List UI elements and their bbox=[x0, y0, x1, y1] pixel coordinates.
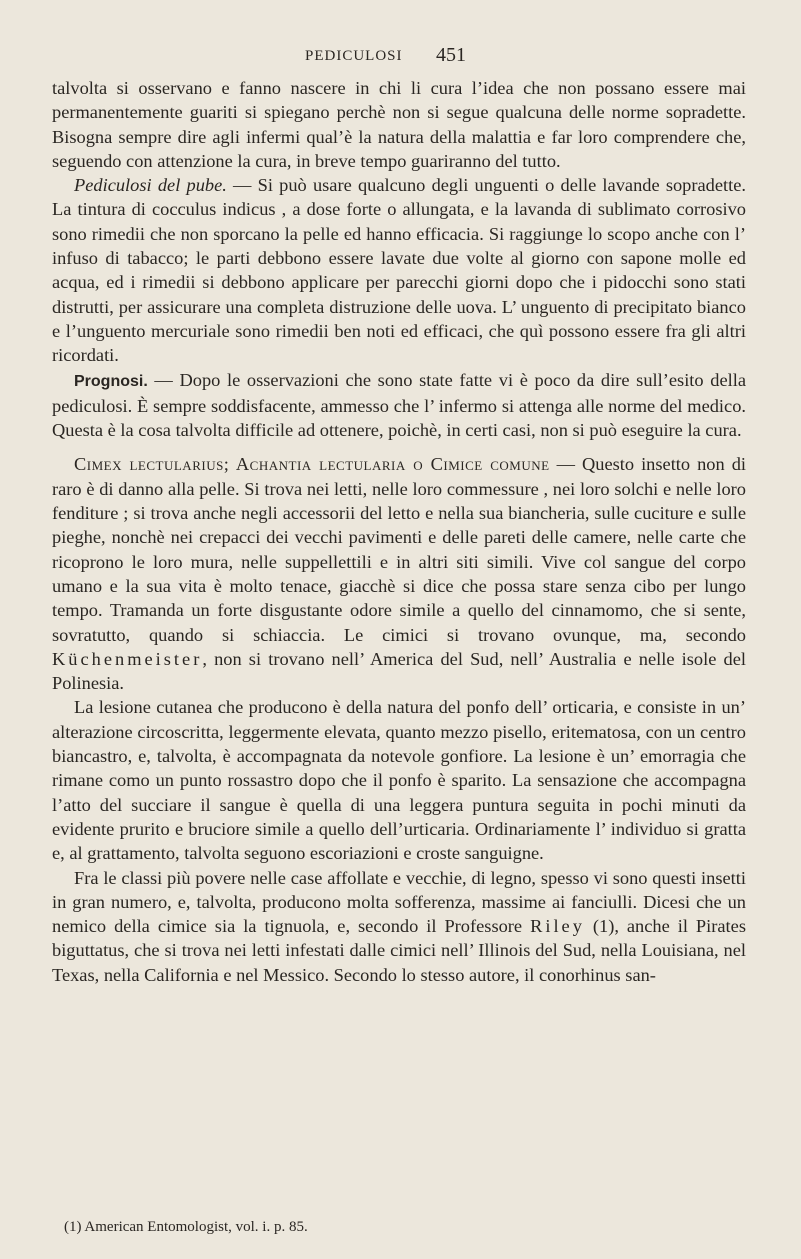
author-name: Küchenmeister bbox=[52, 648, 203, 669]
running-title: PEDICULOSI bbox=[305, 48, 403, 64]
paragraph-pediculosi-pube: Pediculosi del pube. — Si può usare qualcuno degli unguenti o delle lavande sopradette. La tintura di cocculus indicus , a dose forte o allungata, e la lavanda di sublimato corrosivo sono rimedii che non sporcano la pelle ed hanno efficacia. Si raggiunge lo scopo anche con l’ infuso di tabacco; le parti debbono essere lavate due volte al giorno con sapone molle ed acqua, ed i rimedii si debbono applicare per parecchi giorni dopo che i pidocchi sono stati distrutti, per assicurare una completa distruzione delle uova. L’ unguento di precipitato bianco e l’unguento mercuriale sono rimedii ben noti ed efficaci, che quì possono essere fra gli altri ricordati. bbox=[52, 175, 746, 366]
body-text bbox=[52, 76, 746, 987]
paragraph-cimex: Cimex lectularius; Achantia lectularia o Cimice comune — Questo insetto non di raro è di danno alla pelle. Si trova nei letti, nelle loro commessure , nei loro solchi e nelle loro fenditure ; si trova anche negli accessorii del letto e nella sua biancheria, sulle cuciture e sulle pieghe, nonchè nei crepacci dei vecchi pavimenti e delle pareti delle camere, nelle carte che ricoprono le loro mura, nelle suppellettili e in altri siti simili. Vive col sangue del corpo umano e la sua vita è molto tenace, giacchè si dice che possa stare senza cibo per lungo tempo. Tramanda un forte disgustante odore simile a quello del cinnamomo, che si sente, sovratutto, quando si schiaccia. Le cimici si trovano ovunque, ma, secondo Küchenmeister, non si trovano nell’ America del Sud, nell’ Australia e nelle isole del Polinesia. bbox=[52, 454, 746, 694]
section-heading: Prognosi. bbox=[74, 372, 148, 390]
footnote: (1) American Entomologist, vol. i. p. 85. bbox=[64, 1219, 308, 1235]
section-heading: Cimex lectularius; Achantia lectularia o Cimice comune bbox=[74, 454, 550, 475]
paragraph-prognosi: Prognosi. — Dopo le osservazioni che sono state fatte vi è poco da dire sull’esito della pediculosi. È sempre soddisfacente, ammesso che l’ infermo si attenga alle norme del medico. Questa è la cosa talvolta difficile ad ottenere, poichè, in certi casi, non si può eseguire la cura. bbox=[52, 369, 746, 441]
paragraph-lesione: La lesione cutanea che producono è della natura del ponfo dell’ orticaria, e consiste in un’ alterazione circoscritta, leggermente elevata, quanto mezzo pisello, eritematosa, con un centro biancastro, e, talvolta, è accompagnata da notevole gonfiore. La lesione è un’ emorragia che rimane como un punto rossastro dopo che il ponfo è sparito. La sensazione che accompagna l’atto del succiare il sangue è quella di una leggera puntura seguita in pochi minuti da evidente prurito e bruciore simile a quello dell’urticaria. Ordinariamente l’ individuo si gratta e, al grattamento, talvolta seguono escoriazioni e croste sanguigne. bbox=[52, 697, 746, 864]
section-heading: Pediculosi del pube. bbox=[74, 175, 227, 196]
author-name: Riley bbox=[530, 916, 585, 937]
paragraph-classi-povere: Fra le classi più povere nelle case affollate e vecchie, di legno, spesso vi sono questi insetti in gran numero, e, talvolta, producono molta sofferenza, massime ai fanciulli. Dicesi che un nemico della cimice sia la tignuola, e, secondo il Professore Riley (1), anche il Pirates biguttatus, che si trova nei letti infestati dalle cimici nell’ Illinois del Sud, nella Louisiana, nel Texas, nella California e nel Messico. Secondo lo stesso autore, il conorhinus san- bbox=[52, 867, 746, 985]
paragraph-continuation: talvolta si osservano e fanno nascere in chi li cura l’idea che non possano essere mai permanentemente guariti si spiegano perchè non si segue qualcuna delle norme sopradette. Bisogna sempre dire agli infermi qual’è la natura della malattia e far loro comprendere che, seguendo con attenzione la cura, in breve tempo guariranno del tutto. bbox=[52, 78, 746, 171]
page-header bbox=[0, 44, 801, 72]
page-number: 451 bbox=[436, 44, 466, 66]
